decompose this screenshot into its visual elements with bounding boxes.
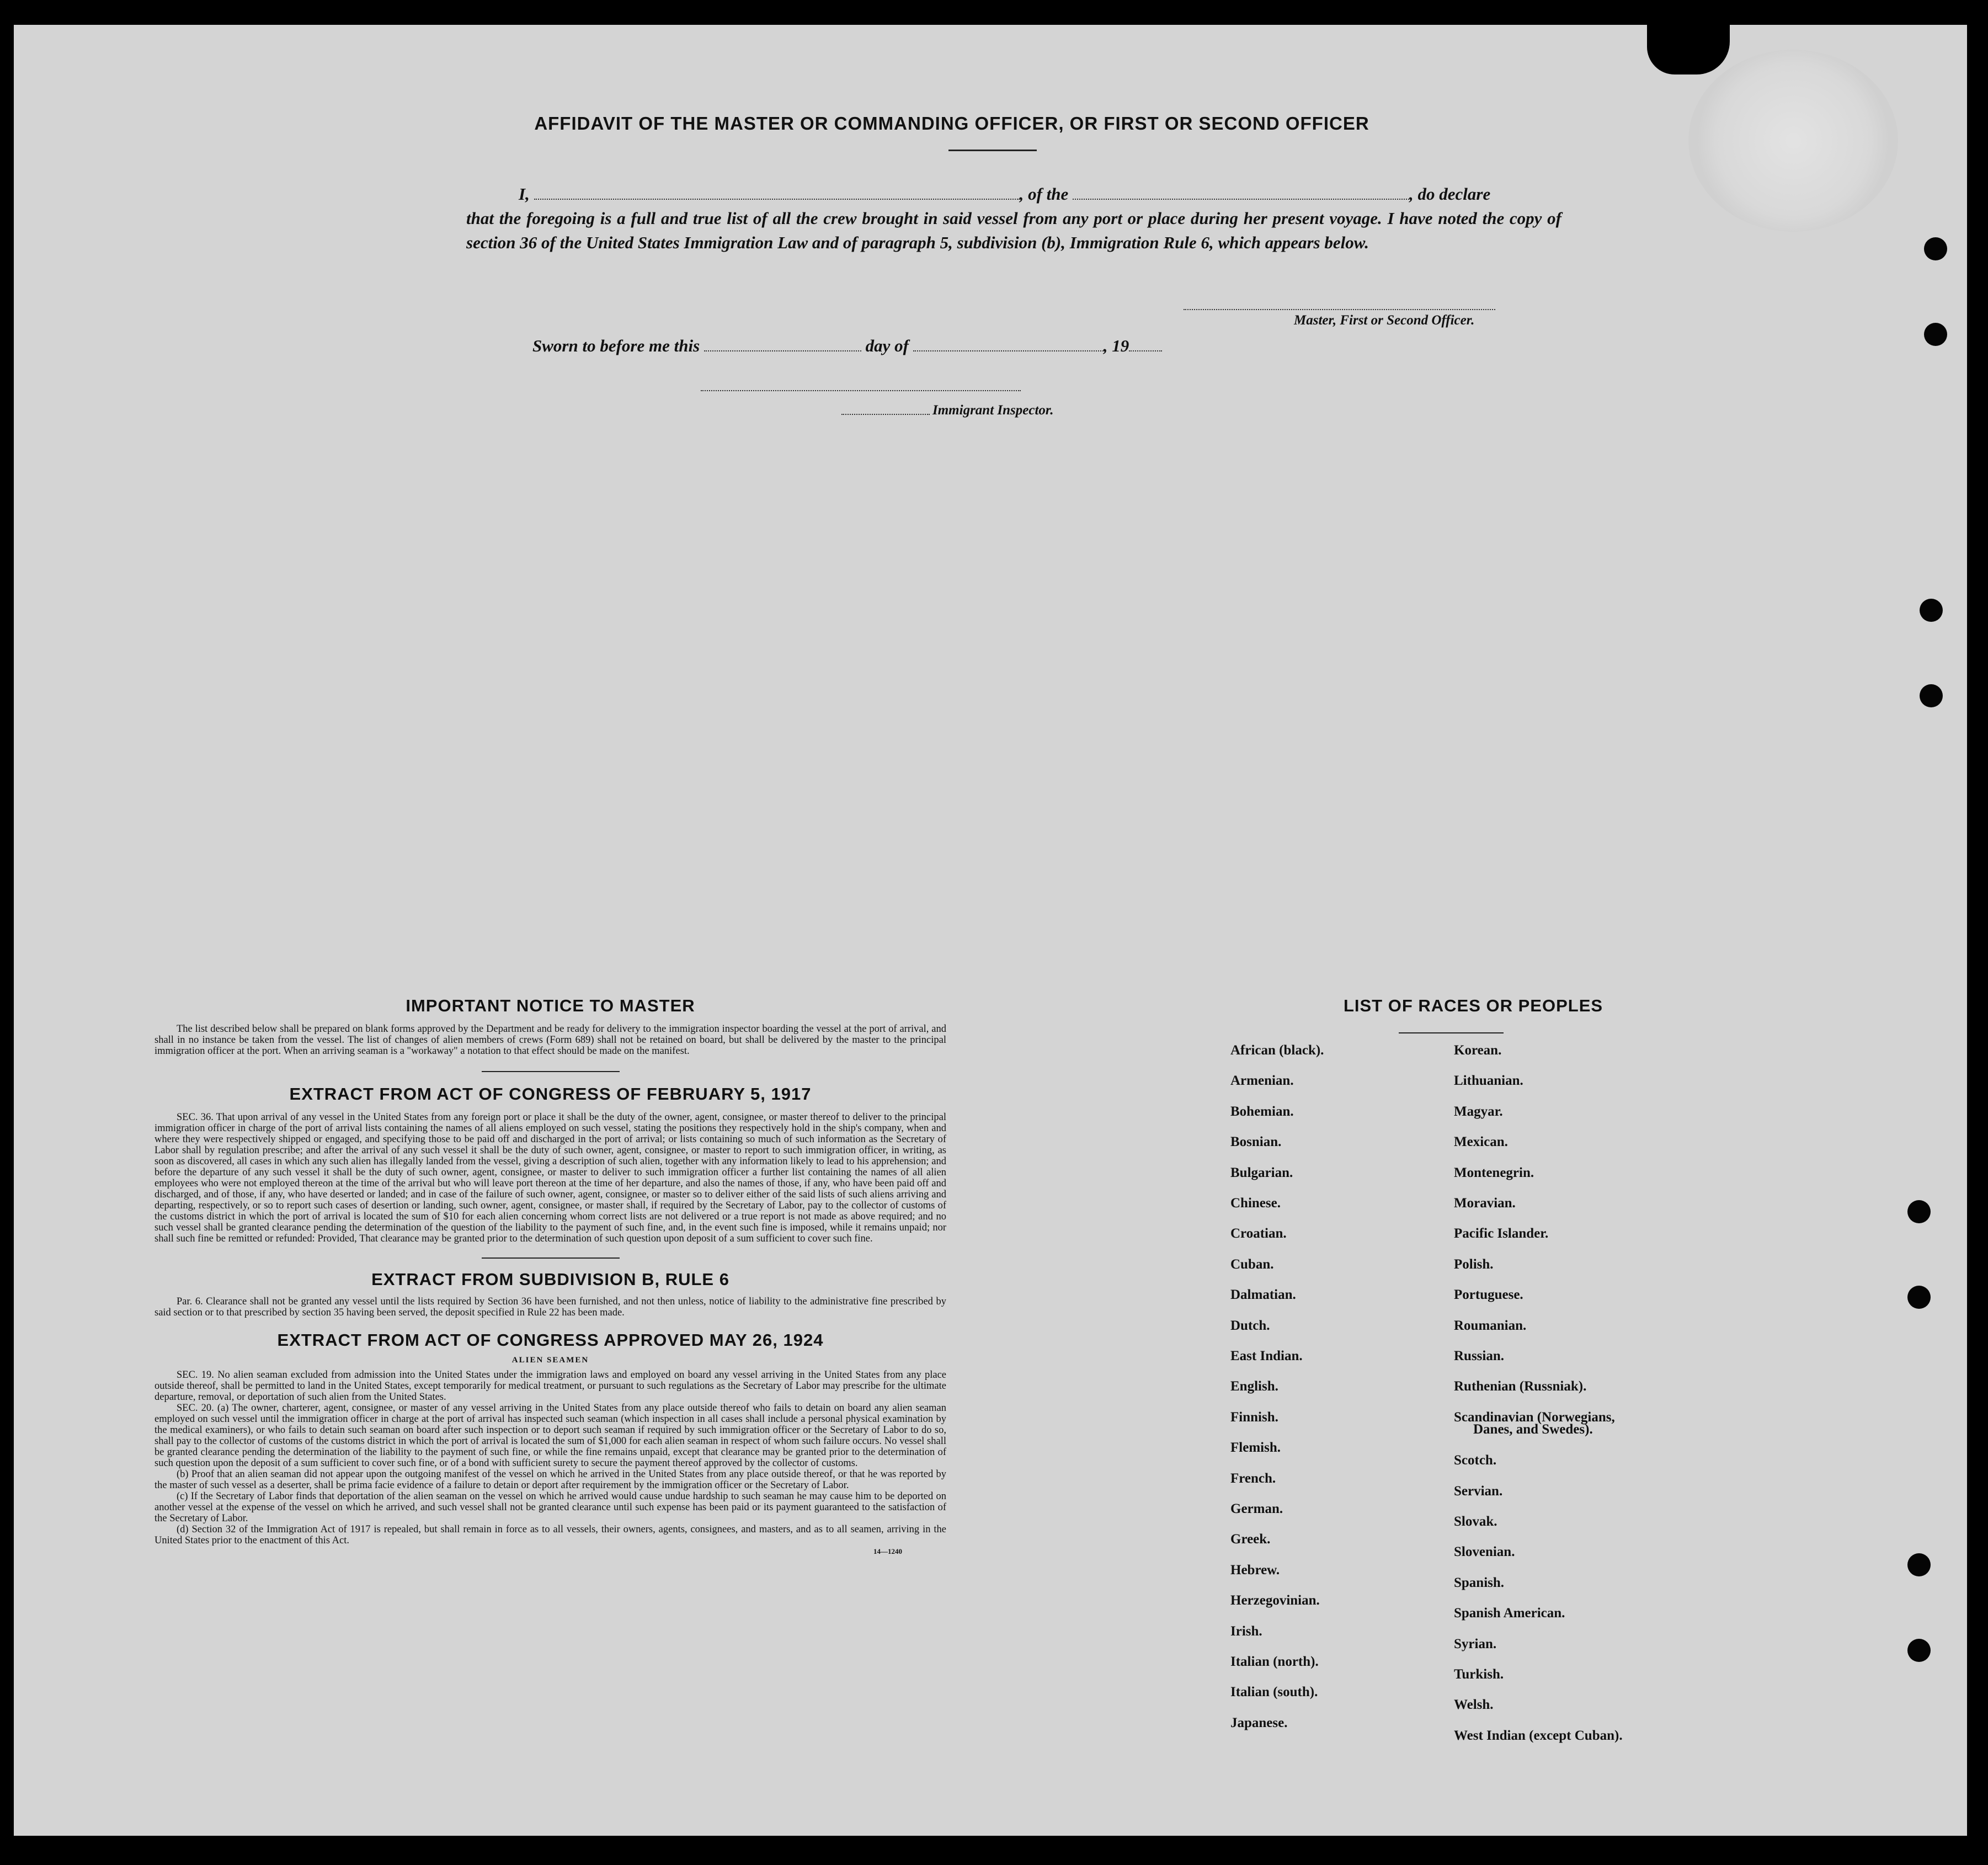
race-item: Spanish. [1454, 1575, 1505, 1590]
race-item: Roumanian. [1454, 1318, 1527, 1333]
punch-hole-icon [1920, 599, 1943, 622]
sworn-month-field[interactable] [913, 350, 1104, 351]
notice-text: The list described below shall be prepared on blank forms approved by the Department and be ready for delivery to the immigration inspector boarding the vessel at the port of arrival, and shall in no instance be taken from the vessel. The list of changes of alien members of crews (Form 689) shall not be retained on board, but shall be delivered by the master to the principal immigration officer at the port. When an arriving seaman is a "workaway" a notation to that effect should be made on the manifest. [154, 1024, 946, 1057]
race-item: Polish. [1454, 1256, 1494, 1272]
affidavit-of-the: , of the [1019, 184, 1069, 204]
race-item: Slovenian. [1454, 1544, 1515, 1560]
race-item: English. [1230, 1379, 1278, 1394]
race-item: Magyar. [1454, 1104, 1503, 1119]
divider [948, 150, 1037, 151]
race-item: French. [1230, 1470, 1276, 1486]
race-item: African (black). [1230, 1043, 1324, 1058]
race-item: Bohemian. [1230, 1104, 1294, 1119]
sec20a-text: SEC. 20. (a) The owner, charterer, agent, consignee, or master of any vessel arriving in the United States from any place outside thereof who fails to detain on board any alien seaman employed on such vessel until the immigration officer in charge at the port of arrival has inspected such seaman (which inspection in all cases shall include a personal physical examination by the medical examiners), or who fails to detain such seaman on board after such inspection or to deport such seaman if required by such immigration officer or the Secretary of Labor to do so, shall pay to the collector of customs of the customs district in which the port of arrival is located the sum of $1,000 for each alien seaman in respect of whom such failure occurs. No vessel shall be granted clearance pending the determination of the liability to the payment of such fine, or while the fine remains unpaid, except that clearance may be granted prior to the determination of such question upon the deposit of a sum sufficient to cover such fine, or of a bond with sufficient surety to secure the payment thereof approved by the collector of customs. [154, 1403, 946, 1469]
race-item: Pacific Islander. [1454, 1226, 1549, 1241]
affidavit-body: that the foregoing is a full and true list of all the crew brought in said vessel from any port or place during her present voyage. I have noted the copy of section 36 of the United States Immigration Law and of paragraph 5, subdivision (b), Immigration Rule 6, which appears below. [466, 209, 1561, 252]
extract-1924-heading: EXTRACT FROM ACT OF CONGRESS APPROVED MAY 26, 1924 [277, 1330, 824, 1350]
divider [1399, 1032, 1504, 1033]
sworn-label: Sworn to before me this [532, 336, 700, 355]
affidavit-declare: , do declare [1409, 184, 1491, 204]
alien-seamen-subheading: ALIEN SEAMEN [511, 1356, 589, 1365]
race-item: Dalmatian. [1230, 1287, 1296, 1303]
sworn-year-field[interactable] [1129, 350, 1162, 351]
year-label: , 19 [1103, 336, 1129, 355]
sec20d-text: (d) Section 32 of the Immigration Act of 1917 is repealed, but shall remain in force as to all vessels, their owners, agents, consignees, and masters, and as to all seamen, arriving in the United States prior to the enactment of this Act. [154, 1524, 946, 1546]
race-item: Danes, and Swedes). [1473, 1422, 1593, 1437]
form-number: 14—1240 [873, 1547, 902, 1555]
vessel-name-field[interactable] [1073, 199, 1409, 200]
punch-hole-icon [1907, 1553, 1931, 1576]
sec20b-text: (b) Proof that an alien seaman did not appear upon the outgoing manifest of the vessel on which he arrived in the United States from any place outside thereof, or that he was reported by the master of such vessel as a deserter, shall be prima facie evidence of a failure to detain or deport after requirement by the immigration officer or the Secretary of Labor. [154, 1469, 946, 1491]
master-signature-label: Master, First or Second Officer. [1294, 313, 1475, 328]
race-item: Croatian. [1230, 1226, 1287, 1241]
race-item: Scandinavian (Norwegians, [1454, 1409, 1615, 1425]
inspector-label: Immigrant Inspector. [932, 403, 1054, 418]
notice-column [154, 996, 946, 1556]
race-item: Ruthenian (Russniak). [1454, 1379, 1587, 1394]
race-item: Finnish. [1230, 1409, 1278, 1425]
day-of-label: day of [865, 336, 909, 355]
race-item: Italian (north). [1230, 1654, 1319, 1669]
race-item: Italian (south). [1230, 1685, 1318, 1700]
affidavit-text [466, 182, 1561, 255]
divider [482, 1257, 620, 1259]
punch-hole-icon [1907, 1639, 1931, 1662]
sec20c-text: (c) If the Secretary of Labor finds that deportation of the alien seaman on the vessel on which he arrived would cause undue hardship to such seaman he may cause him to be deported on another vessel at the expense of the vessel on which he arrived, and such vessel shall not be granted clearance until such expense has been paid or its payment guaranteed to the satisfaction of the Secretary of Labor. [154, 1491, 946, 1524]
race-item: Irish. [1230, 1623, 1262, 1639]
race-item: Flemish. [1230, 1440, 1281, 1456]
punch-hole-icon [1924, 323, 1947, 346]
divider [482, 1071, 620, 1072]
race-item: Syrian. [1454, 1636, 1497, 1651]
affidavit-i: I, [519, 184, 530, 204]
punch-hole-icon [1920, 684, 1943, 707]
race-item: Lithuanian. [1454, 1073, 1523, 1089]
rule6-heading: EXTRACT FROM SUBDIVISION B, RULE 6 [371, 1270, 729, 1289]
race-item: Cuban. [1230, 1256, 1274, 1272]
races-heading: LIST OF RACES OR PEOPLES [1343, 996, 1603, 1015]
form-page [14, 25, 1967, 1836]
sworn-line [466, 334, 1294, 358]
race-item: Greek. [1230, 1532, 1271, 1547]
race-item: Scotch. [1454, 1453, 1497, 1468]
race-item: Turkish. [1454, 1667, 1504, 1682]
extract-1917-text: SEC. 36. That upon arrival of any vessel in the United States from any foreign port or place it shall be the duty of the owner, agent, consignee, or master thereof to deliver to the principal immigration officer in charge of the port of arrival lists containing the names of all aliens employed on such vessel, stating the positions they respectively hold in the ship's company, when and where they were respectively shipped or engaged, and specifying those to be paid off and discharged in the port of arrival; or lists containing so much of such information as the Secretary of Labor shall by regulation prescribe; and after the arrival of any such vessel it shall be the duty of such owner, agent, consignee, or master to report to such immigration officer, in writing, as soon as discovered, all cases in which any such alien has illegally landed from the vessel, giving a description of such alien, together with any information likely to lead to his apprehension; and before the departure of any such vessel it shall be the duty of such owner, agent, consignee, or master to deliver to such immigration officer a further list containing the names of all alien employees who were not employed thereon at the time of the arrival but who will leave port thereon at the time of her departure, and also the names of those, if any, who have been paid off and discharged, and of those, if any, who have deserted or landed; and in case of the failure of such owner, agent, consignee, or master so to deliver either of the said lists of such aliens arriving and departing, respectively, or so to report such cases of desertion or landing, such owner, agent, consignee, or master shall, if required by the Secretary of Labor, pay to the collector of customs of the customs district in which the port of arrival is located the sum of $10 for each alien concerning whom correct lists are not delivered or a true report is not made as above required; and no such vessel shall be granted clearance pending the determination of the question of the liability to the payment of such fine, and, in the event such fine is imposed, while it remains unpaid; nor shall such fine be remitted or refunded: Provided, That clearance may be granted prior to the determination of such question upon deposit of a sum sufficient to cover such fine. [154, 1112, 946, 1244]
race-item: Bulgarian. [1230, 1165, 1293, 1180]
inspector-short-line [841, 414, 930, 415]
race-item: Armenian. [1230, 1073, 1294, 1089]
name-field[interactable] [534, 199, 1020, 200]
punch-hole-icon [1907, 1200, 1931, 1223]
torn-corner [1647, 25, 1730, 74]
embossed-seal [1688, 50, 1898, 232]
race-item: Hebrew. [1230, 1562, 1280, 1578]
notice-heading: IMPORTANT NOTICE TO MASTER [406, 996, 695, 1015]
race-item: Korean. [1454, 1043, 1502, 1058]
rule6-text: Par. 6. Clearance shall not be granted any vessel until the lists required by Section 36 have been furnished, and not then unless, notice of liability to the administrative fine prescribed by said section or to that prescribed by section 35 having been served, the deposit specified in Rule 22 has been made. [154, 1296, 946, 1318]
master-signature-line[interactable] [1184, 309, 1495, 310]
inspector-signature-line[interactable] [701, 390, 1021, 391]
race-item: West Indian (except Cuban). [1454, 1728, 1623, 1743]
race-item: Spanish American. [1454, 1606, 1565, 1621]
race-item: Japanese. [1230, 1715, 1288, 1730]
punch-hole-icon [1924, 237, 1947, 260]
race-item: Servian. [1454, 1483, 1503, 1499]
race-item: East Indian. [1230, 1349, 1303, 1363]
race-item: Dutch. [1230, 1318, 1270, 1333]
affidavit-title: AFFIDAVIT OF THE MASTER OR COMMANDING OFFICER, OR FIRST OR SECOND OFFICER [534, 113, 1369, 134]
race-item: Welsh. [1454, 1697, 1494, 1713]
race-item: Herzegovinian. [1230, 1593, 1320, 1608]
race-item: Portuguese. [1454, 1287, 1523, 1303]
sec19-text: SEC. 19. No alien seaman excluded from admission into the United States under the immigration laws and employed on board any vessel arriving in the United States from any place outside thereof, shall be permitted to land in the United States, except temporarily for medical treatment, or pursuant to such regulations as the Secretary of Labor may prescribe for the ultimate departure, removal, or deportation of such alien from the United States. [154, 1370, 946, 1403]
race-item: Russian. [1454, 1349, 1505, 1363]
race-item: Moravian. [1454, 1196, 1516, 1211]
race-item: Bosnian. [1230, 1134, 1282, 1150]
race-item: Montenegrin. [1454, 1165, 1534, 1180]
race-item: Chinese. [1230, 1196, 1281, 1211]
sworn-day-field[interactable] [704, 350, 861, 351]
race-item: German. [1230, 1501, 1283, 1516]
race-item: Mexican. [1454, 1134, 1508, 1150]
race-item: Slovak. [1454, 1514, 1497, 1529]
extract-1917-heading: EXTRACT FROM ACT OF CONGRESS OF FEBRUARY 5, 1917 [289, 1084, 812, 1104]
punch-hole-icon [1907, 1286, 1931, 1309]
